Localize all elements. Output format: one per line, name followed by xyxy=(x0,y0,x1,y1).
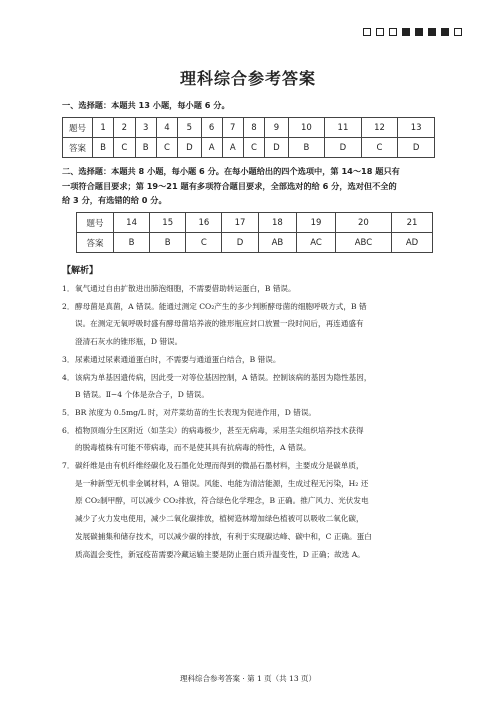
table-cell: B xyxy=(93,138,114,158)
section2-line: 给 3 分，有选错的给 0 分。 xyxy=(62,195,167,205)
table-cell: 9 xyxy=(265,118,288,138)
explanation-line: 尿素通过尿素通道蛋白时，不需要与通道蛋白结合，B 错误。 xyxy=(75,354,281,364)
table-cell: 19 xyxy=(297,213,336,233)
table-cell: 6 xyxy=(201,118,222,138)
explanation-list xyxy=(62,280,442,563)
explanation-line: B 错误。Ⅱ−4 个体是杂合子，D 错误。 xyxy=(75,390,209,400)
explanation-line: 该病为单基因遗传病，因此受一对等位基因控制，A 错误。控制该病的基因为隐性基因， xyxy=(75,372,372,382)
table-cell: D xyxy=(222,233,258,253)
page-title: 理科综合参考答案 xyxy=(179,69,316,88)
table-cell: B xyxy=(114,233,150,253)
explanation-item xyxy=(62,422,442,457)
table-cell: C xyxy=(156,138,177,158)
table-cell: B xyxy=(150,233,186,253)
row-label: 题号 xyxy=(77,213,114,233)
table-cell: A xyxy=(222,138,243,158)
table-row xyxy=(63,118,435,138)
explanation-number: 7． xyxy=(62,461,75,471)
table-cell: 16 xyxy=(186,213,222,233)
explanation-item xyxy=(62,280,442,298)
table-cell: B xyxy=(135,138,156,158)
explanation-item xyxy=(62,351,442,369)
table-cell: C xyxy=(243,138,264,158)
explanation-line: 质高温会变性，新冠疫苗需要冷藏运输主要是防止蛋白质升温变性，D 正确；故选 A。 xyxy=(75,549,365,559)
table-row xyxy=(77,213,433,233)
table-cell: 12 xyxy=(361,118,398,138)
table-cell: 18 xyxy=(258,213,297,233)
header-mark-icon xyxy=(415,28,423,36)
explanation-line: 原 CO₂制甲醇，可以减少 CO₂排放，符合绿色化学理念，B 正确。推广风力、光伏发电 xyxy=(75,496,369,506)
explanation-line: 的脱毒植株有可能不带病毒，而不是使其具有抗病毒的特性，A 错误。 xyxy=(75,443,311,453)
page-footer: 理科综合参考答案 · 第 1 页（共 13 页） xyxy=(179,674,316,683)
header-marks xyxy=(363,28,462,36)
header-mark-icon xyxy=(389,28,397,36)
explanation-line: 是一种新型无机非金属材料，A 错误。风能、电能为清洁能源，生成过程无污染，H₂ 还 xyxy=(75,478,369,488)
table-cell: AB xyxy=(258,233,297,253)
table-row xyxy=(77,233,433,253)
table-cell: B xyxy=(288,138,325,158)
answer-table-1 xyxy=(62,117,435,158)
table-cell: 15 xyxy=(150,213,186,233)
header-mark-icon xyxy=(454,28,462,36)
table-cell: ABC xyxy=(335,233,391,253)
explanation-item xyxy=(62,298,442,351)
explanation-number: 5． xyxy=(62,407,75,417)
table-cell: 3 xyxy=(135,118,156,138)
explanation-number: 1． xyxy=(62,284,75,293)
explanation-line: 碳纤维是由有机纤维经碳化及石墨化处理而得到的微晶石墨材料，主要成分是碳单质， xyxy=(75,461,364,471)
table-cell: 10 xyxy=(288,118,325,138)
table-cell: C xyxy=(114,138,135,158)
row-label: 答案 xyxy=(63,138,93,158)
header-mark-icon xyxy=(428,28,436,36)
explanation-item xyxy=(62,457,442,563)
table-row xyxy=(63,138,435,158)
table-cell: 7 xyxy=(222,118,243,138)
table-cell: 4 xyxy=(156,118,177,138)
table-cell: 14 xyxy=(114,213,150,233)
table-cell: 5 xyxy=(178,118,201,138)
table-cell: 13 xyxy=(398,118,435,138)
header-mark-icon xyxy=(402,28,410,36)
table-cell: 11 xyxy=(325,118,362,138)
table-cell: AC xyxy=(297,233,336,253)
table-cell: 17 xyxy=(222,213,258,233)
explanation-number: 4． xyxy=(62,372,75,382)
explanation-line: 植物顶端分生区附近（如茎尖）的病毒极少，甚至无病毒，采用茎尖组织培养技术获得 xyxy=(75,425,364,435)
explanation-line: 减少了火力发电使用，减少二氧化碳排放，植树造林增加绿色植被可以吸收二氧化碳， xyxy=(75,514,364,524)
table-cell: 2 xyxy=(114,118,135,138)
explanation-line: 澄清石灰水的锥形瓶，D 错误。 xyxy=(75,337,183,347)
table-cell: D xyxy=(178,138,201,158)
explanation-item xyxy=(62,404,442,422)
table-cell: AD xyxy=(392,233,433,253)
table-cell: 20 xyxy=(335,213,391,233)
section2-heading xyxy=(62,164,442,208)
header-mark-icon xyxy=(376,28,384,36)
table-cell: D xyxy=(325,138,362,158)
table-cell: 8 xyxy=(243,118,264,138)
explanation-number: 6． xyxy=(62,425,75,435)
explanation-line: 酵母菌是真菌，A 错误。能通过测定 CO₂产生的多少判断酵母菌的细胞呼吸方式，B 错 xyxy=(75,301,367,311)
table-cell: 21 xyxy=(392,213,433,233)
section2-line: 二、选择题：本题共 8 小题，每小题 6 分。在每小题给出的四个选项中，第 14～18 题只有 xyxy=(62,166,400,176)
row-label: 题号 xyxy=(63,118,93,138)
table-cell: C xyxy=(186,233,222,253)
table-cell: 1 xyxy=(93,118,114,138)
explanation-line: 发展碳捕集和储存技术，可以减少碳的排放，有利于实现碳达峰、碳中和，C 正确。蛋白 xyxy=(75,531,372,541)
table-cell: D xyxy=(398,138,435,158)
explanation-line: 误。在测定无氧呼吸时盛有酵母菌培养液的锥形瓶应封口放置一段时间后，再连通盛有 xyxy=(75,319,364,329)
section1-heading: 一、选择题：本题共 13 小题，每小题 6 分。 xyxy=(62,100,230,110)
header-mark-icon xyxy=(363,28,371,36)
header-mark-icon xyxy=(441,28,449,36)
table-cell: D xyxy=(265,138,288,158)
explanation-number: 2． xyxy=(62,301,75,311)
explanation-item xyxy=(62,369,442,404)
explanation-line: BR 浓度为 0.5mg/L 时，对芹菜幼苗的生长表现为促进作用，D 错误。 xyxy=(75,407,317,417)
explanation-heading: 【解析】 xyxy=(62,266,99,276)
explanation-line: 氧气通过自由扩散进出肺泡细胞，不需要借助转运蛋白，B 错误。 xyxy=(75,284,296,293)
answer-table-2 xyxy=(76,212,433,253)
section2-line: 一项符合题目要求；第 19～21 题有多项符合题目要求，全部选对的给 6 分，选对但不全的 xyxy=(62,180,397,191)
explanation-number: 3． xyxy=(62,354,75,364)
row-label: 答案 xyxy=(77,233,114,253)
table-cell: C xyxy=(361,138,398,158)
table-cell: A xyxy=(201,138,222,158)
